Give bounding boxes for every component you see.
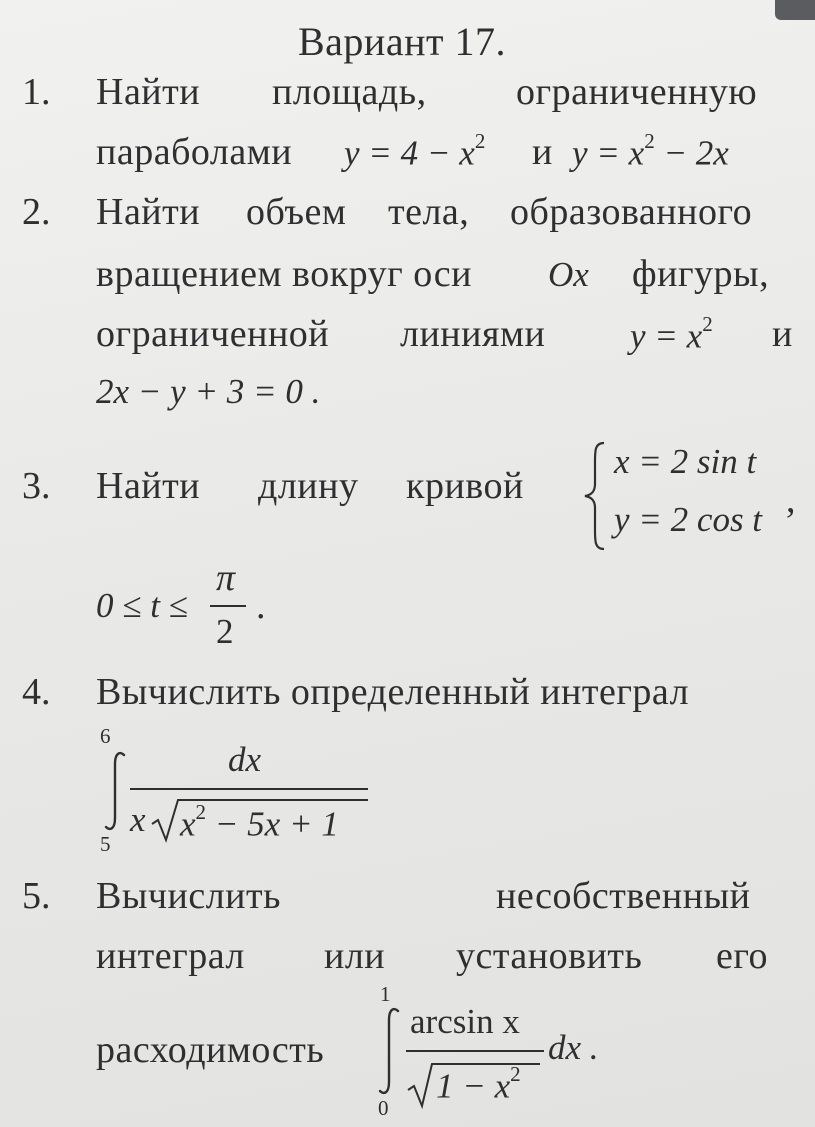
- photo-edge-shadow: [775, 0, 815, 20]
- fraction-denominator: 2: [216, 612, 234, 651]
- problem-number: 3.: [22, 465, 51, 507]
- lower-limit: 0: [378, 1096, 389, 1120]
- word: площадь,: [272, 71, 427, 113]
- word: Вычислить: [96, 875, 281, 917]
- system-equation-x: x = 2 sin t: [614, 442, 757, 481]
- word: несобственный: [496, 875, 751, 917]
- radicand: $x^2 - 5x + 1$: [180, 800, 339, 844]
- text-line: вращением вокруг оси: [96, 253, 472, 295]
- fraction-bar: [130, 788, 368, 790]
- comma: ,: [786, 479, 796, 521]
- system-equation-y: y = 2 cos t: [614, 500, 763, 539]
- word: параболами: [96, 131, 293, 173]
- integrand-numerator: arcsin x: [410, 1002, 520, 1041]
- period: .: [256, 585, 266, 627]
- fraction-bar: [406, 1050, 544, 1052]
- word: линиями: [400, 313, 546, 355]
- upper-limit: 6: [100, 724, 111, 748]
- differential: dx .: [548, 1028, 599, 1067]
- conjunction: и: [532, 131, 553, 173]
- integrand-denominator-x: x: [130, 800, 146, 839]
- word: объем: [246, 191, 347, 233]
- equation-line: 2x − y + 3 = 0 .: [96, 372, 321, 411]
- word: фигуры,: [632, 253, 770, 295]
- word: его: [716, 935, 769, 977]
- word: образованного: [510, 191, 753, 233]
- problem-number: 5.: [22, 875, 51, 917]
- lower-limit: 5: [100, 832, 111, 856]
- equation-curve: $y = x^2$: [630, 312, 713, 356]
- word: Найти: [96, 465, 201, 507]
- system-brace-icon: [582, 440, 608, 552]
- conjunction: и: [772, 313, 793, 355]
- text-line: Вычислить определенный интеграл: [96, 671, 690, 713]
- integral-sign-icon: [374, 1006, 404, 1096]
- word: установить: [456, 935, 643, 977]
- fraction-bar: [210, 605, 246, 607]
- equation-parabola-2: $y = x^2 - 2x$: [572, 129, 729, 173]
- integral-sign-icon: [100, 750, 130, 832]
- word: интеграл: [96, 935, 245, 977]
- word: кривой: [406, 465, 524, 507]
- problem-number: 4.: [22, 671, 51, 713]
- radicand: $1 - x^2$: [436, 1062, 521, 1106]
- fraction-numerator: π: [216, 557, 236, 599]
- word: Найти: [96, 191, 201, 233]
- upper-limit: 1: [380, 982, 391, 1006]
- word: тела,: [388, 191, 470, 233]
- axis-label: Ox: [548, 255, 589, 294]
- word: расходимость: [96, 1029, 325, 1071]
- integrand-numerator: dx: [228, 740, 262, 779]
- word: Найти: [96, 71, 201, 113]
- parameter-range: 0 ≤ t ≤: [96, 586, 188, 625]
- page-title: Вариант 17.: [298, 19, 506, 64]
- word: ограниченную: [516, 71, 758, 113]
- problem-number: 2.: [22, 191, 51, 233]
- equation-parabola-1: $y = 4 - x^2$: [344, 129, 486, 173]
- word: или: [324, 935, 386, 977]
- problem-number: 1.: [22, 71, 51, 113]
- word: длину: [258, 465, 359, 507]
- word: ограниченной: [96, 313, 330, 355]
